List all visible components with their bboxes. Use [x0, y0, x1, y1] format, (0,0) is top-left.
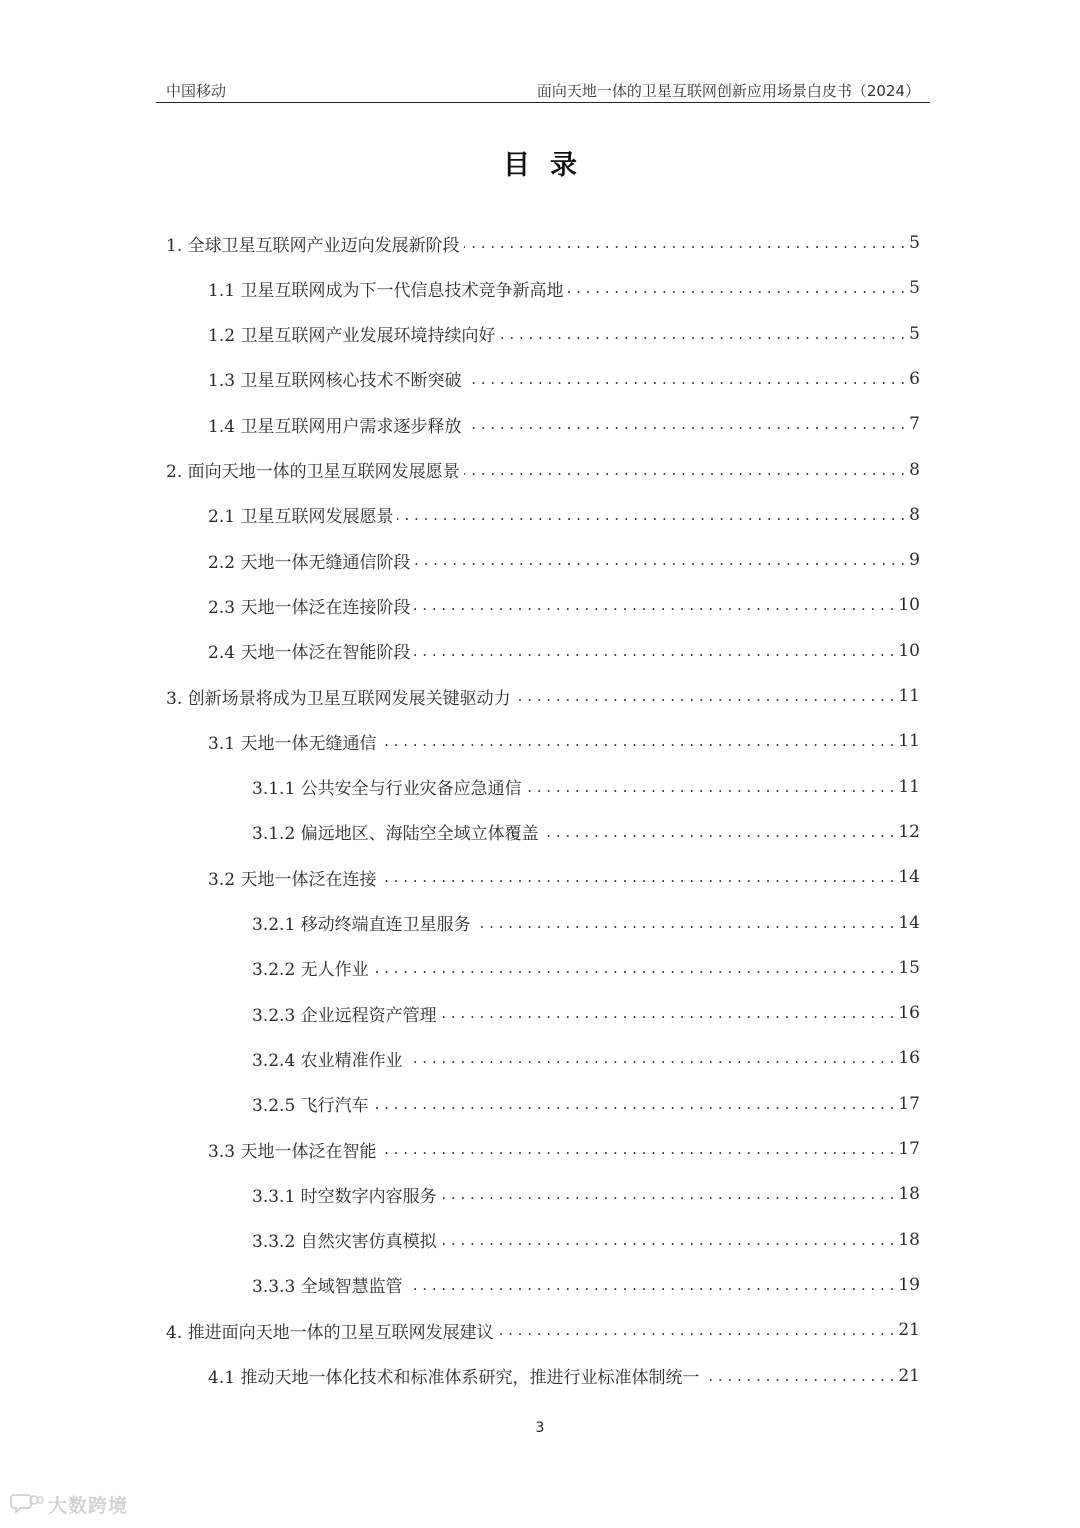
toc-entry-page: 14 [898, 867, 920, 888]
toc-entry-title: 3.2.1 移动终端直连卫星服务 [252, 915, 471, 935]
toc-entry-title: 4. 推进面向天地一体的卫星互联网发展建议 [166, 1322, 494, 1343]
toc-entry-page: 5 [909, 233, 920, 253]
toc-entry-title: 3.1.2 偏远地区、海陆空全域立体覆盖 [252, 824, 539, 845]
toc-entry-page: 19 [898, 1274, 920, 1295]
toc-entry-title: 1. 全球卫星互联网产业迈向发展新阶段 [166, 235, 460, 256]
toc-dot-leader [373, 953, 895, 983]
toc-entry-page: 9 [909, 550, 920, 571]
toc-entry-page: 21 [898, 1320, 920, 1341]
toc-entry-page: 12 [898, 821, 920, 842]
toc-entry-title: 2. 面向天地一体的卫星互联网发展愿景 [166, 462, 460, 482]
toc-entry-title: 3. 创新场景将成为卫星互联网发展关键驱动力 [166, 688, 511, 709]
toc-entry-page: 5 [909, 278, 920, 299]
watermark [10, 1491, 128, 1518]
toc-entry-title: 3.3.1 时空数字内容服务 [252, 1186, 437, 1207]
toc-entry[interactable] [208, 364, 920, 394]
toc-entry[interactable] [252, 772, 920, 802]
toc-entry[interactable] [208, 862, 920, 892]
toc-entry-page: 5 [909, 323, 920, 344]
toc-entry-title: 3.2 天地一体泛在连接 [208, 869, 377, 890]
toc-dot-leader [499, 319, 905, 349]
toc-dot-leader [567, 273, 905, 303]
toc-entry[interactable] [252, 1089, 920, 1119]
toc-entry-page: 6 [909, 368, 920, 389]
toc-entry-title: 3.2.4 农业精准作业 [252, 1050, 403, 1071]
toc-dot-leader [414, 545, 905, 575]
toc-entry-title: 3.1 天地一体无缝通信 [208, 733, 377, 754]
toc-entry-page: 15 [898, 957, 920, 978]
toc-entry-title: 3.2.5 飞行汽车 [252, 1096, 369, 1117]
toc-entry[interactable] [166, 1315, 920, 1345]
toc-entry[interactable] [208, 1361, 920, 1391]
toc-dot-leader [543, 817, 895, 847]
toc-dot-leader [380, 1134, 894, 1164]
toc-entry-page: 18 [898, 1184, 920, 1205]
toc-entry-title: 3.3 天地一体泛在智能 [208, 1141, 377, 1162]
toc-entry-title: 2.3 天地一体泛在连接阶段 [208, 597, 411, 618]
toc-dot-leader [407, 1270, 895, 1300]
toc-entry-title: 2.1 卫星互联网发展愿景 [208, 507, 394, 528]
toc-entry-title: 3.2.3 企业远程资产管理 [252, 1005, 437, 1026]
toc-dot-leader [498, 1315, 895, 1345]
toc-dot-leader [441, 998, 895, 1028]
toc-dot-leader [441, 1225, 895, 1255]
toc-entry-title: 1.4 卫星互联网用户需求逐步释放 [208, 416, 462, 437]
toc-entry-page: 8 [909, 459, 920, 480]
toc-entry[interactable] [208, 590, 920, 620]
toc-entry[interactable] [208, 500, 920, 530]
toc-entry-page: 10 [898, 640, 920, 661]
toc-entry[interactable] [252, 908, 920, 938]
toc-entry[interactable] [252, 1225, 920, 1255]
toc-entry[interactable] [252, 998, 920, 1028]
toc-dot-leader [703, 1361, 894, 1391]
toc-dot-leader [515, 681, 895, 711]
toc-entry-title: 4.1 推动天地一体化技术和标准体系研究，推进行业标准体制统一 [208, 1368, 700, 1388]
toc-entry[interactable] [166, 228, 920, 258]
toc-entry-page: 10 [898, 595, 920, 616]
toc-entry[interactable] [208, 1134, 920, 1164]
toc-dot-leader [414, 590, 894, 620]
toc-entry-page: 11 [898, 731, 920, 752]
toc-entry[interactable] [208, 273, 920, 303]
toc-dot-leader [414, 636, 894, 666]
toc-entry-page: 14 [898, 912, 920, 933]
toc-entry[interactable] [252, 1179, 920, 1209]
toc-entry[interactable] [208, 409, 920, 439]
toc-dot-leader [526, 772, 895, 802]
toc-entry[interactable] [208, 319, 920, 349]
toc-dot-leader [373, 1089, 895, 1119]
toc-entry-title: 3.3.3 全域智慧监管 [252, 1277, 403, 1298]
toc-entry-page: 11 [898, 686, 920, 706]
toc-dot-leader [380, 726, 894, 756]
toc-dot-leader [380, 862, 894, 892]
toc-dot-leader [465, 409, 905, 439]
toc-entry[interactable] [252, 953, 920, 983]
toc-entry[interactable] [166, 455, 920, 485]
toc-entry-page: 17 [898, 1093, 920, 1114]
watermark-text: 大数跨境 [48, 1495, 129, 1517]
toc-entry-title: 1.2 卫星互联网产业发展环境持续向好 [208, 326, 496, 347]
toc-dot-leader [465, 364, 905, 394]
page-number: 3 [535, 1420, 545, 1436]
toc-entry-page: 7 [909, 414, 920, 435]
toc-dot-leader [397, 500, 905, 530]
toc-entry-title: 1.1 卫星互联网成为下一代信息技术竞争新高地 [208, 280, 564, 301]
toc-entry[interactable] [252, 1043, 920, 1073]
toc-entry[interactable] [208, 636, 920, 666]
toc-entry-title: 2.4 天地一体泛在智能阶段 [208, 643, 411, 664]
toc-entry-title: 1.3 卫星互联网核心技术不断突破 [208, 371, 462, 392]
toc-entry[interactable] [166, 681, 920, 711]
chat-bubble-logo-icon [10, 1492, 44, 1518]
toc-entry[interactable] [208, 545, 920, 575]
toc-entry[interactable] [208, 726, 920, 756]
toc-entry-page: 8 [909, 504, 920, 525]
toc-dot-leader [475, 908, 895, 938]
toc-entry-page: 21 [898, 1365, 920, 1386]
toc-entry-title: 3.1.1 公共安全与行业灾备应急通信 [252, 779, 522, 800]
toc-dot-leader [464, 228, 906, 258]
toc-entry[interactable] [252, 1270, 920, 1300]
header-company: 中国移动 [166, 82, 227, 100]
toc-entry-page: 16 [898, 1003, 920, 1024]
header-document-title: 面向天地一体的卫星互联网创新应用场景白皮书（2024） [536, 82, 920, 100]
toc-entry-title: 2.2 天地一体无缝通信阶段 [208, 552, 411, 573]
toc-entry-page: 18 [898, 1229, 920, 1250]
toc-entry-page: 11 [898, 776, 920, 797]
toc-entry-title: 3.3.2 自然灾害仿真模拟 [252, 1232, 437, 1253]
toc-dot-leader [441, 1179, 895, 1209]
toc-entry-page: 17 [898, 1139, 920, 1159]
toc-entry-page: 16 [898, 1048, 920, 1069]
toc-dot-leader [464, 455, 906, 485]
toc-entry[interactable] [252, 817, 920, 847]
toc-dot-leader [407, 1043, 895, 1073]
toc-entry-title: 3.2.2 无人作业 [252, 960, 369, 981]
toc-heading: 目录 [503, 150, 597, 181]
header-divider [156, 102, 930, 103]
